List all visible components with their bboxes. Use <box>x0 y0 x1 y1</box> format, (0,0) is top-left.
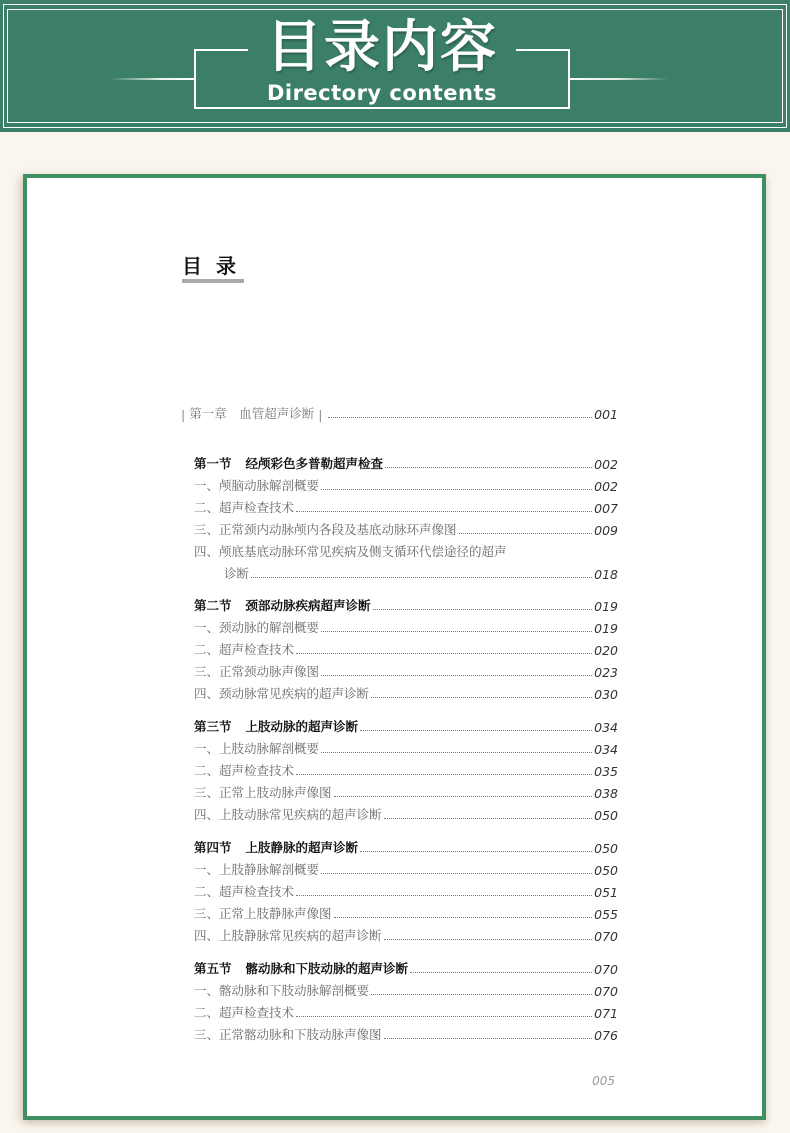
toc-item-row[interactable] <box>194 684 618 702</box>
dot-leader <box>321 489 592 490</box>
header-banner <box>0 0 790 132</box>
banner-title-cn: 目录内容 <box>248 16 516 80</box>
item-label: 三、正常上肢动脉声像图 <box>194 785 332 800</box>
dot-leader <box>385 467 592 468</box>
toc-section-row[interactable] <box>194 959 618 977</box>
dot-leader <box>371 994 592 995</box>
item-label: 四、上肢静脉常见疾病的超声诊断 <box>194 928 382 943</box>
dot-leader <box>251 577 592 578</box>
item-label: 三、正常颈动脉声像图 <box>194 664 320 679</box>
item-page: 007 <box>594 501 618 516</box>
toc-section-row[interactable] <box>194 838 618 856</box>
dot-leader <box>459 533 593 534</box>
toc-section-row[interactable] <box>194 717 618 735</box>
table-of-contents <box>27 178 762 1116</box>
item-label: 一、髂动脉和下肢动脉解剖概要 <box>194 983 370 998</box>
section-page: 070 <box>594 962 618 977</box>
item-label: 三、正常髂动脉和下肢动脉声像图 <box>194 1027 382 1042</box>
item-page: 023 <box>594 665 618 680</box>
section-page: 019 <box>594 599 618 614</box>
item-page: 051 <box>594 885 618 900</box>
toc-item-row[interactable] <box>194 662 618 680</box>
section-page: 034 <box>594 720 618 735</box>
dot-leader <box>321 675 592 676</box>
item-page: 070 <box>594 984 618 999</box>
item-label: 三、正常颈内动脉颅内各段及基底动脉环声像图 <box>194 522 457 537</box>
decorative-line-left <box>110 78 194 80</box>
chapter-bar-left: | <box>181 407 186 422</box>
item-label: 三、正常上肢静脉声像图 <box>194 906 332 921</box>
section-label: 第三节 上肢动脉的超声诊断 <box>194 719 359 734</box>
dot-leader <box>296 895 592 896</box>
toc-item-row[interactable] <box>194 860 618 878</box>
dot-leader <box>296 774 592 775</box>
document-page <box>23 174 766 1120</box>
item-label: 四、颅底基底动脉环常见疾病及侧支循环代偿途径的超声 <box>194 544 507 559</box>
dot-leader <box>334 796 593 797</box>
toc-chapter-row[interactable] <box>177 404 618 422</box>
dot-leader <box>296 1016 592 1017</box>
item-page: 070 <box>594 929 618 944</box>
toc-item-row[interactable] <box>194 476 618 494</box>
dot-leader <box>360 730 592 731</box>
item-page: 071 <box>594 1006 618 1021</box>
toc-section-row[interactable] <box>194 596 618 614</box>
item-label: 二、超声检查技术 <box>194 500 295 515</box>
dot-leader <box>410 972 592 973</box>
dot-leader <box>321 873 592 874</box>
toc-item-row-wrapped[interactable] <box>194 542 618 560</box>
dot-leader <box>321 631 592 632</box>
item-label: 二、超声检查技术 <box>194 763 295 778</box>
section-label: 第五节 髂动脉和下肢动脉的超声诊断 <box>194 961 409 976</box>
chapter-bar-right: | <box>318 407 323 422</box>
item-label: 一、上肢静脉解剖概要 <box>194 862 320 877</box>
toc-heading: 目录 <box>182 254 250 278</box>
dot-leader <box>321 752 592 753</box>
item-label: 一、上肢动脉解剖概要 <box>194 741 320 756</box>
toc-item-row[interactable] <box>194 882 618 900</box>
item-page: 019 <box>594 621 618 636</box>
dot-leader <box>296 511 592 512</box>
item-page: 050 <box>594 808 618 823</box>
item-page: 035 <box>594 764 618 779</box>
item-page: 038 <box>594 786 618 801</box>
dot-leader <box>328 417 592 418</box>
dot-leader <box>371 697 592 698</box>
dot-leader <box>373 609 593 610</box>
section-label: 第二节 颈部动脉疾病超声诊断 <box>194 598 371 613</box>
item-page: 018 <box>594 567 618 582</box>
dot-leader <box>384 1038 593 1039</box>
banner-title-en: Directory contents <box>266 81 498 105</box>
toc-item-row[interactable] <box>194 904 618 922</box>
chapter-page: 001 <box>594 407 618 422</box>
item-page: 002 <box>594 479 618 494</box>
item-page: 020 <box>594 643 618 658</box>
toc-item-row-continuation[interactable] <box>194 564 618 582</box>
toc-item-row[interactable] <box>194 640 618 658</box>
toc-item-row[interactable] <box>194 1025 618 1043</box>
item-page: 030 <box>594 687 618 702</box>
toc-item-row[interactable] <box>194 761 618 779</box>
item-page: 055 <box>594 907 618 922</box>
item-label: 四、上肢动脉常见疾病的超声诊断 <box>194 807 382 822</box>
toc-item-row[interactable] <box>194 805 618 823</box>
toc-item-row[interactable] <box>194 783 618 801</box>
toc-item-row[interactable] <box>194 981 618 999</box>
item-label: 二、超声检查技术 <box>194 642 295 657</box>
toc-item-row[interactable] <box>194 498 618 516</box>
dot-leader <box>384 818 593 819</box>
item-label: 二、超声检查技术 <box>194 1005 295 1020</box>
dot-leader <box>334 917 593 918</box>
toc-item-row[interactable] <box>194 926 618 944</box>
dot-leader <box>384 939 593 940</box>
chapter-label: 第一章 血管超声诊断 <box>189 406 315 421</box>
section-page: 002 <box>594 457 618 472</box>
section-page: 050 <box>594 841 618 856</box>
section-label: 第四节 上肢静脉的超声诊断 <box>194 840 359 855</box>
item-label: 四、颈动脉常见疾病的超声诊断 <box>194 686 370 701</box>
item-label: 一、颅脑动脉解剖概要 <box>194 478 320 493</box>
item-page: 034 <box>594 742 618 757</box>
toc-section-row[interactable] <box>194 454 618 472</box>
item-label: 二、超声检查技术 <box>194 884 295 899</box>
item-page: 009 <box>594 523 618 538</box>
item-page: 076 <box>594 1028 618 1043</box>
section-label: 第一节 经颅彩色多普勒超声检查 <box>194 456 384 471</box>
decorative-line-right <box>570 78 668 80</box>
item-label: 一、颈动脉的解剖概要 <box>194 620 320 635</box>
toc-item-row[interactable] <box>194 618 618 636</box>
page-number: 005 <box>592 1074 615 1088</box>
dot-leader <box>296 653 592 654</box>
dot-leader <box>360 851 592 852</box>
item-page: 050 <box>594 863 618 878</box>
toc-item-row[interactable] <box>194 739 618 757</box>
item-label-continuation: 诊断 <box>224 566 250 581</box>
toc-item-row[interactable] <box>194 1003 618 1021</box>
toc-item-row[interactable] <box>194 520 618 538</box>
